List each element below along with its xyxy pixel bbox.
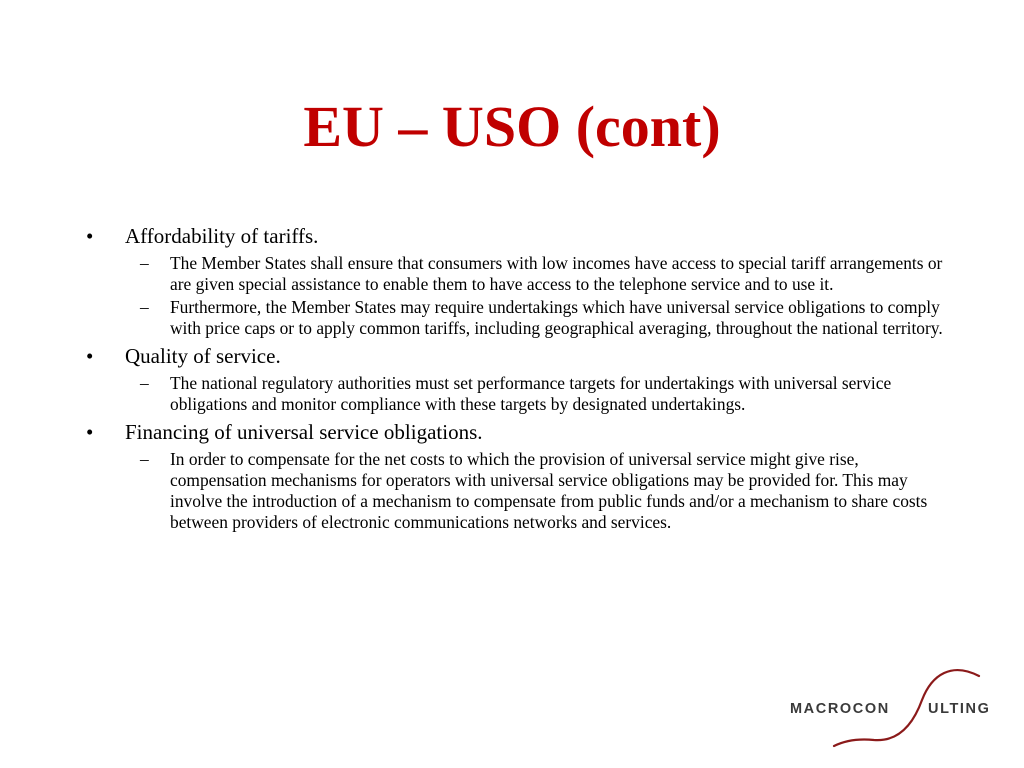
bullet-marker: • xyxy=(86,344,94,368)
bullet-item xyxy=(84,420,944,533)
bullet-text: Affordability of tariffs. xyxy=(125,224,319,248)
slide-title: EU – USO (cont) xyxy=(303,94,721,159)
sub-bullet-text: Furthermore, the Member States may require undertakings which have universal service obligations to comply with price caps or to apply common tariffs, including geographical averaging, throughout the national territory. xyxy=(170,297,943,338)
bullet-marker: • xyxy=(86,420,94,444)
slide-content xyxy=(84,224,944,538)
bullet-marker: • xyxy=(86,224,94,248)
bullet-item xyxy=(84,224,944,339)
sub-bullet-marker: – xyxy=(140,253,149,273)
sub-bullet-item xyxy=(125,449,944,533)
bullet-item xyxy=(84,344,944,415)
sub-bullet-item xyxy=(125,373,944,415)
sub-bullet-text: The national regulatory authorities must set performance targets for undertakings with universal service obligations and monitor compliance with these targets by designated undertakings. xyxy=(170,373,892,414)
bullet-list xyxy=(84,224,944,533)
macroconsulting-logo xyxy=(782,664,992,748)
sub-bullet-list xyxy=(125,373,944,415)
sub-bullet-list xyxy=(125,253,944,339)
sub-bullet-item xyxy=(125,253,944,295)
bullet-text: Quality of service. xyxy=(125,344,281,368)
sub-bullet-marker: – xyxy=(140,297,149,317)
sub-bullet-item xyxy=(125,297,944,339)
sub-bullet-marker: – xyxy=(140,449,149,469)
bullet-text: Financing of universal service obligations. xyxy=(125,420,483,444)
sub-bullet-list xyxy=(125,449,944,533)
logo-text-left: MACROCON xyxy=(790,701,890,717)
sub-bullet-marker: – xyxy=(140,373,149,393)
sub-bullet-text: In order to compensate for the net costs to which the provision of universal service might give rise, compensation mechanisms for operators with universal service obligations may be provided for. This may involve the introduction of a mechanism to compensate from public funds and/or a mechanism to share costs between providers of electronic communications networks and services. xyxy=(170,449,928,532)
sub-bullet-text: The Member States shall ensure that consumers with low incomes have access to special tariff arrangements or are given special assistance to enable them to have access to the telephone service and to use it. xyxy=(170,253,943,294)
logo-text-right: ULTING xyxy=(928,701,991,717)
